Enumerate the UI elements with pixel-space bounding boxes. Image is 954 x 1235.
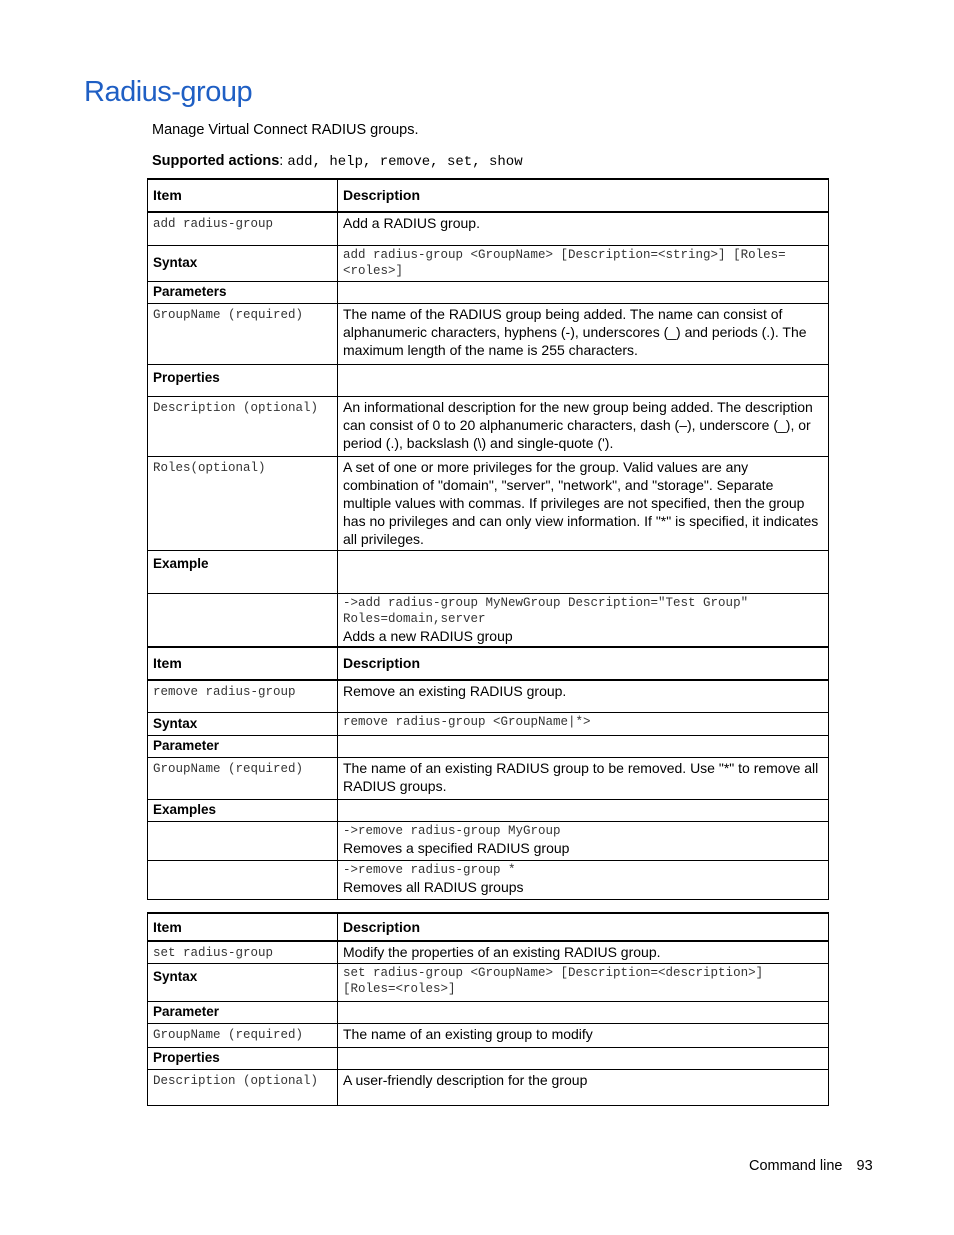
example-description: Adds a new RADIUS group xyxy=(343,627,513,644)
parameter-description: The name of an existing RADIUS group to be removed. Use "*" to remove all RADIUS groups. xyxy=(338,757,829,799)
table-row xyxy=(148,964,829,1002)
supported-actions: Supported actions: add, help, remove, set, show xyxy=(152,153,523,170)
table-row xyxy=(148,1048,829,1070)
table-row xyxy=(148,757,829,799)
properties-label: Properties xyxy=(148,364,338,396)
table-row xyxy=(148,456,829,550)
parameters-label: Parameters xyxy=(148,281,338,303)
table-row xyxy=(148,303,829,364)
item-header: Item xyxy=(148,913,338,941)
example-code: ->remove radius-group * xyxy=(343,862,516,877)
supported-actions-list: add, help, remove, set, show xyxy=(287,154,523,170)
syntax-label: Syntax xyxy=(148,712,338,735)
property-description: A set of one or more privileges for the group. Valid values are any combination of "domain", "server", "network", and "storage". Separate multiple values with commas. If privileges are not specified, then the group has no privileges and can only view information. If "*" is specified, it indicates all privileges. xyxy=(338,456,829,550)
table-row xyxy=(148,364,829,396)
syntax-code: set radius-group <GroupName> [Description=<description>] [Roles=<roles>] xyxy=(343,966,764,996)
property-name: Roles(optional) xyxy=(153,460,266,475)
table-row xyxy=(148,550,829,593)
table-row xyxy=(148,799,829,821)
table-header-row xyxy=(148,647,829,680)
command-name: add radius-group xyxy=(153,217,274,231)
parameter-description: The name of the RADIUS group being added. The name can consist of alphanumeric characters, hyphens (-), underscores (_) and periods (.). The maximum length of the name is 255 characters. xyxy=(338,303,829,364)
examples-label: Examples xyxy=(148,799,338,821)
description-header: Description xyxy=(338,913,829,941)
command-description: Modify the properties of an existing RADIUS group. xyxy=(338,941,829,964)
set-radius-group-table xyxy=(147,912,829,1106)
example-label: Example xyxy=(148,550,338,593)
table-row xyxy=(148,281,829,303)
table-row xyxy=(148,593,829,647)
parameter-name: GroupName (required) xyxy=(153,761,304,776)
table-row xyxy=(148,712,829,735)
description-header: Description xyxy=(338,647,829,680)
description-header: Description xyxy=(338,179,829,212)
table-row xyxy=(148,396,829,456)
command-name: set radius-group xyxy=(153,946,274,960)
item-header: Item xyxy=(148,647,338,680)
item-header: Item xyxy=(148,179,338,212)
parameter-label: Parameter xyxy=(148,1002,338,1024)
command-description: Add a RADIUS group. xyxy=(338,212,829,245)
table-row xyxy=(148,1002,829,1024)
properties-label: Properties xyxy=(148,1048,338,1070)
property-description: A user-friendly description for the group xyxy=(338,1070,829,1106)
footer-section: Command line xyxy=(749,1158,843,1174)
table-row xyxy=(148,860,829,899)
example-description: Removes all RADIUS groups xyxy=(343,878,524,895)
table-row xyxy=(148,212,829,245)
page-title: Radius-group xyxy=(84,76,253,108)
add-radius-group-table xyxy=(147,178,829,648)
table-header-row xyxy=(148,179,829,212)
example-code: ->remove radius-group MyGroup xyxy=(343,823,561,838)
table-row xyxy=(148,735,829,757)
table-row xyxy=(148,245,829,281)
syntax-code: remove radius-group <GroupName|*> xyxy=(343,714,591,729)
property-name: Description (optional) xyxy=(153,1074,319,1088)
command-name: remove radius-group xyxy=(153,685,296,699)
syntax-label: Syntax xyxy=(148,964,338,1002)
property-name: Description (optional) xyxy=(153,400,319,415)
parameter-description: The name of an existing group to modify xyxy=(338,1024,829,1048)
table-header-row xyxy=(148,913,829,941)
intro-text: Manage Virtual Connect RADIUS groups. xyxy=(152,122,419,138)
supported-actions-label: Supported actions xyxy=(152,153,280,169)
remove-radius-group-table xyxy=(147,646,829,900)
table-row xyxy=(148,941,829,964)
syntax-code: add radius-group <GroupName> [Description=<string>] [Roles=<roles>] xyxy=(343,247,786,278)
example-description: Removes a specified RADIUS group xyxy=(343,839,570,856)
table-row xyxy=(148,680,829,712)
table-row xyxy=(148,821,829,860)
parameter-name: GroupName (required) xyxy=(153,1028,304,1042)
table-row xyxy=(148,1070,829,1106)
parameter-label: Parameter xyxy=(148,735,338,757)
table-row xyxy=(148,1024,829,1048)
syntax-label: Syntax xyxy=(148,245,338,281)
page-footer xyxy=(749,1158,873,1174)
property-description: An informational description for the new group being added. The description can consist of 0 to 20 alphanumeric characters, dash (–), underscore (_), or period (.), backslash (\) and single-quote ('). xyxy=(338,396,829,456)
example-code: ->add radius-group MyNewGroup Description="Test Group" Roles=domain,server xyxy=(343,595,749,626)
command-description: Remove an existing RADIUS group. xyxy=(338,680,829,712)
parameter-name: GroupName (required) xyxy=(153,307,304,322)
page-number: 93 xyxy=(856,1158,873,1174)
